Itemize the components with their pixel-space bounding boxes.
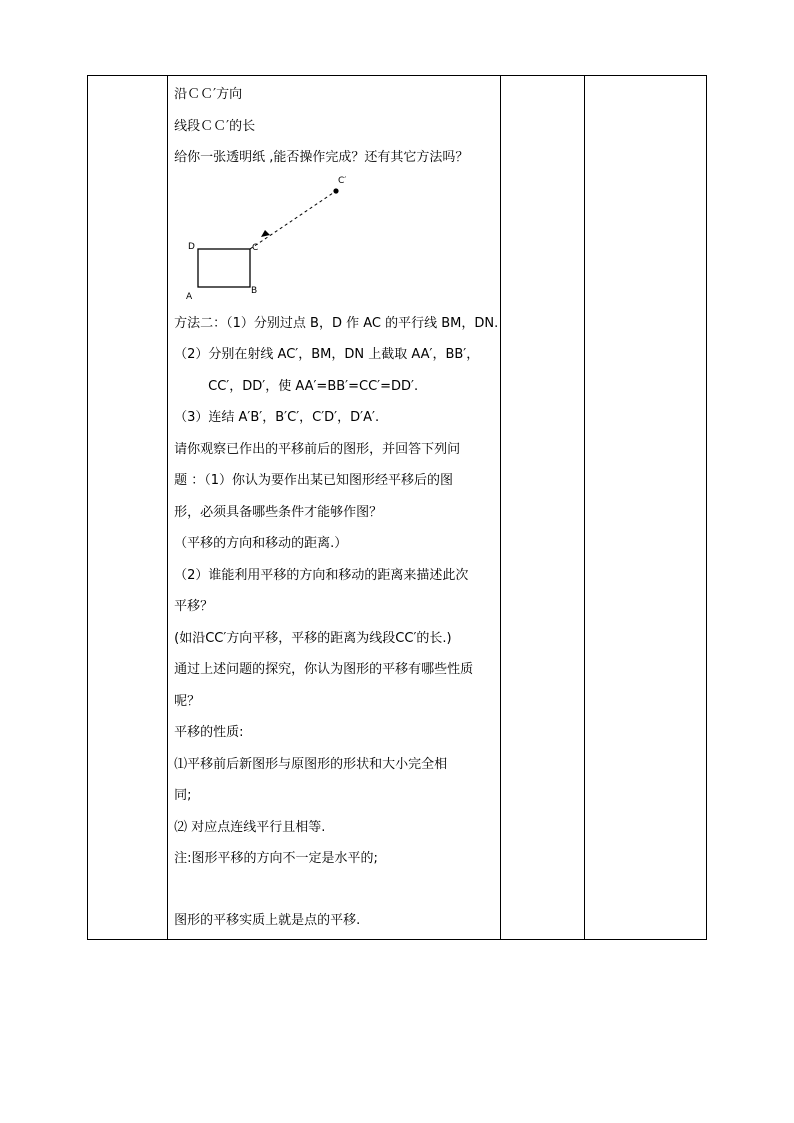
blank-line	[174, 878, 500, 908]
table-cell-empty	[584, 76, 706, 940]
text-line: 平移的性质:	[174, 725, 244, 740]
arrow-head	[261, 230, 270, 237]
rectangle-abcd	[198, 249, 250, 287]
text-line: 请你观察已作出的平移前后的图形，并回答下列问	[174, 441, 461, 457]
text-line: 呢？	[174, 693, 201, 709]
text-line: 给你一张透明纸 ,能否操作完成？还有其它方法吗？	[174, 150, 469, 165]
text-line: 形，必须具备哪些条件才能够作图？	[174, 504, 383, 520]
text-line: 线段ＣＣ′的长	[174, 118, 256, 134]
table-row	[88, 76, 707, 940]
label-c: C	[252, 242, 259, 253]
text-line: ⑴平移前后新图形与原图形的形状和大小完全相	[174, 756, 448, 772]
text-line: （2）谁能利用平移的方向和移动的距离来描述此次	[174, 567, 469, 583]
label-d: D	[188, 241, 196, 252]
ray-cc-prime	[250, 191, 336, 249]
table-cell-content	[168, 76, 501, 940]
label-b: B	[251, 285, 258, 296]
text-line: （平移的方向和移动的距离.）	[174, 536, 348, 551]
text-line: 方法二：（1）分别过点 B，D 作 AC 的平行线 BM，DN.	[174, 315, 499, 331]
label-c-prime: C′	[338, 175, 347, 186]
text-line: （3）连结 A′B′，B′C′，C′D′，D′A′.	[174, 410, 380, 425]
text-line: 注:图形平移的方向不一定是水平的;	[174, 851, 378, 866]
text-line: 图形的平移实质上就是点的平移.	[174, 912, 361, 928]
label-a: A	[186, 291, 193, 302]
text-line: 题 ：（1）你认为要作出某已知图形经平移后的图	[174, 473, 454, 488]
text-line: 平移？	[174, 599, 214, 614]
lesson-table	[87, 75, 707, 940]
translation-figure	[174, 171, 374, 311]
text-line: (如沿CC′方向平移，平移的距离为线段CC′的长.)	[174, 630, 452, 646]
translation-diagram	[174, 171, 374, 311]
text-line: （2）分别在射线 AC′，BM，DN 上截取 AA′，BB′，	[174, 347, 480, 362]
text-line: 通过上述问题的探究，你认为图形的平移有哪些性质	[174, 662, 474, 677]
text-line: 沿ＣＣ′方向	[174, 87, 243, 102]
text-line: CC′，DD′，使 AA′=BB′=CC′=DD′.	[208, 378, 419, 394]
text-line: 同;	[174, 788, 192, 803]
table-cell-empty	[500, 76, 584, 940]
text-line: ⑵ 对应点连线平行且相等.	[174, 819, 326, 835]
table-cell-left	[88, 76, 168, 940]
point-c-prime	[334, 188, 339, 193]
